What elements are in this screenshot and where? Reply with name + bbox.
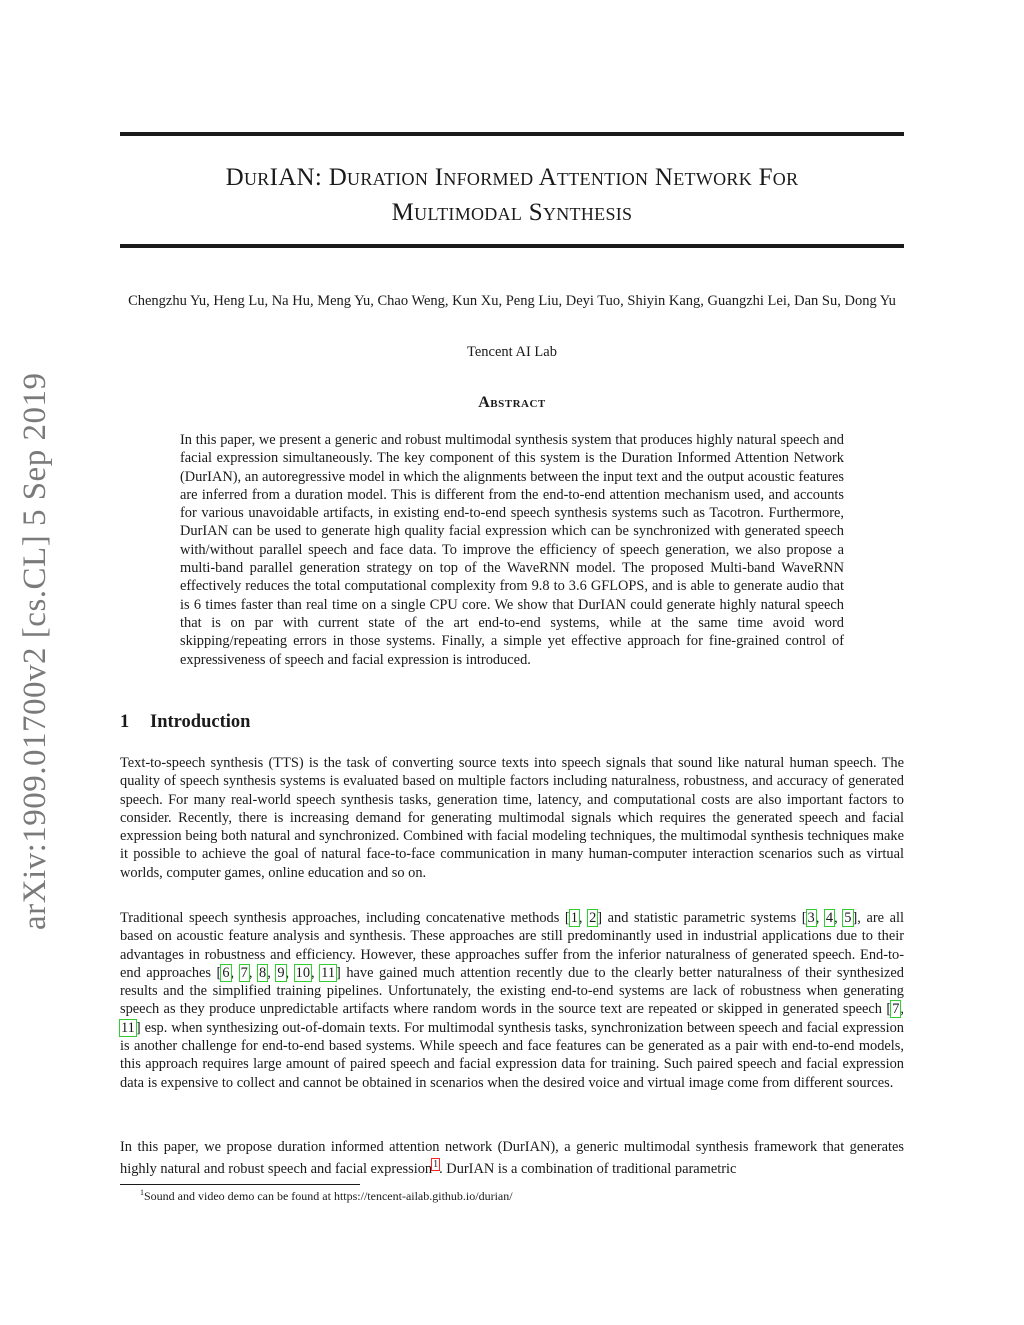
affiliation: Tencent AI Lab [467,344,557,360]
abstract-text: In this paper, we present a generic and robust multimodal synthesis system that produces highly natural speech and facial expression simultaneously. The key component of this system is the Duration Informed Attention Network (DurIAN), an autoregressive model in which the alignments between the input text and the output acoustic features are inferred from a duration model. This is different from the end-to-end attention mechanism used, and accounts for various unavoidable artifacts, in existing end-to-end speech synthesis systems such as Tacotron. Furthermore, DurIAN can be used to generate high quality facial expression which can be synchronized with generated speech with/without parallel speech and face data. To improve the efficiency of speech generation, we also propose a multi-band parallel generation strategy on top of the WaveRNN model. The proposed Multi-band WaveRNN effectively reduces the total computational complexity from 9.8 to 3.6 GFLOPS, and is able to generate audio that is 6 times faster than real time on a single CPU core. We show that DurIAN could generate highly natural speech that is on par with current state of the art end-to-end systems, while at the same time avoid word skipping/repeating errors in those systems. Finally, a simple yet effective approach for fine-grained control of expressiveness of speech and facial expression is introduced. [180,432,844,668]
text-run: , [578,910,589,926]
text-run: Traditional speech synthesis approaches, including concatenative methods [ [120,910,570,926]
text-run: ] and statistic parametric systems [ [597,910,807,926]
text-run: . DurIAN is a combination of traditional parametric [439,1161,737,1178]
text-run: , [311,964,321,981]
citation-link[interactable]: 8 [259,964,267,981]
footnote-rule [120,1184,360,1185]
text-run: , [230,964,240,981]
citation-link[interactable]: 3 [807,910,815,926]
citation-link[interactable]: 5 [844,910,852,926]
citation-link[interactable]: 6 [222,964,230,981]
footnote [140,1188,900,1204]
text-run: ], are all based on acoustic feature analysis and synthesis. These approaches are still predominantly used in industrial applications due to their advantages in robustness and efficiency. However, these approaches suffer from the inferior naturalness of generated speech. End-to-end approaches [ [120,910,904,981]
paper-title [120,160,904,230]
text-run: , [248,964,258,981]
section-title: Introduction [150,712,251,732]
text-run: ] esp. when synthesizing out-of-domain texts. For multimodal synthesis tasks, synchronization between speech and facial expression is another challenge for end-to-end based systems. While speech and face features can be generated as a pair with end-to-end models, this approach requires large amount of paired speech and facial expression data for training. Such paired speech and facial expression data is expensive to collect and cannot be obtained in scenarios when the desired voice and virtual image come from different sources. [120,1019,904,1091]
citation-link[interactable]: 11 [121,1019,135,1036]
title-line-1: DurIAN: Duration Informed Attention Network For [225,164,799,191]
intro-paragraph-2 [120,909,904,1092]
title-line-2: Multimodal Synthesis [391,199,633,226]
title-bottom-rule [120,244,904,248]
citation-link[interactable]: 9 [277,964,285,981]
text-run: , [285,964,295,981]
footnote-text: Sound and video demo can be found at https://tencent-ailab.github.io/durian/ [144,1189,513,1203]
footnote-link[interactable]: 1 [433,1159,439,1171]
text-run: , [834,910,844,926]
citation-link[interactable]: 1 [570,910,578,926]
citation-link[interactable]: 7 [240,964,248,981]
citation-link[interactable]: 10 [295,964,311,981]
section-number: 1 [120,712,130,732]
footnote-mark: 1 [140,1188,144,1197]
arxiv-identifier: arXiv:1909.01700v2 [cs.CL] 5 Sep 2019 [17,372,53,930]
citation-link[interactable]: 11 [321,964,336,981]
intro-paragraph-1: Text-to-speech synthesis (TTS) is the task of converting source texts into speech signals that sound like natural human speech. The quality of speech synthesis systems is evaluated based on multiple factors including naturalness, robustness, and accuracy of generated speech. For many real-world speech synthesis tasks, generation time, latency, and computational costs are also important factors to consider. Recently, there is increasing demand for generating multimodal signals which requires the generated speech and facial expression being both natural and synchronized. Combined with facial modeling techniques, the multimodal synthesis techniques make it possible to achieve the goal of natural face-to-face communication in many human-computer interaction scenarios such as virtual worlds, computer games, online education and so on. [120,755,904,881]
text-run: ] have gained much attention recently due to the clearly better naturalness of their synthesized results and the simplified training pipelines. Unfortunately, the existing end-to-end systems are lack of robustness when generating speech as they produce unpredictable artifacts where random words in the source text are repeated or skipped in generated speech [ [120,964,904,1018]
text-run: , [267,964,277,981]
title-top-rule [120,132,904,136]
citation-link[interactable]: 2 [589,910,597,926]
intro-paragraph-3 [120,1138,904,1178]
text-run: , [900,1001,904,1018]
citation-link[interactable]: 4 [825,910,834,926]
text-run: In this paper, we propose duration informed attention network (DurIAN), a generic multimodal synthesis framework that generates highly natural and robust speech and facial expression [120,1139,904,1178]
author-list: Chengzhu Yu, Heng Lu, Na Hu, Meng Yu, Chao Weng, Kun Xu, Peng Liu, Deyi Tuo, Shiyin Kang, Guangzhi Lei, Dan Su, Dong Yu [128,293,896,309]
section-heading-introduction [120,712,250,733]
citation-link[interactable]: 7 [892,1001,900,1018]
abstract-heading: Abstract [478,394,546,411]
text-run: , [815,910,825,926]
